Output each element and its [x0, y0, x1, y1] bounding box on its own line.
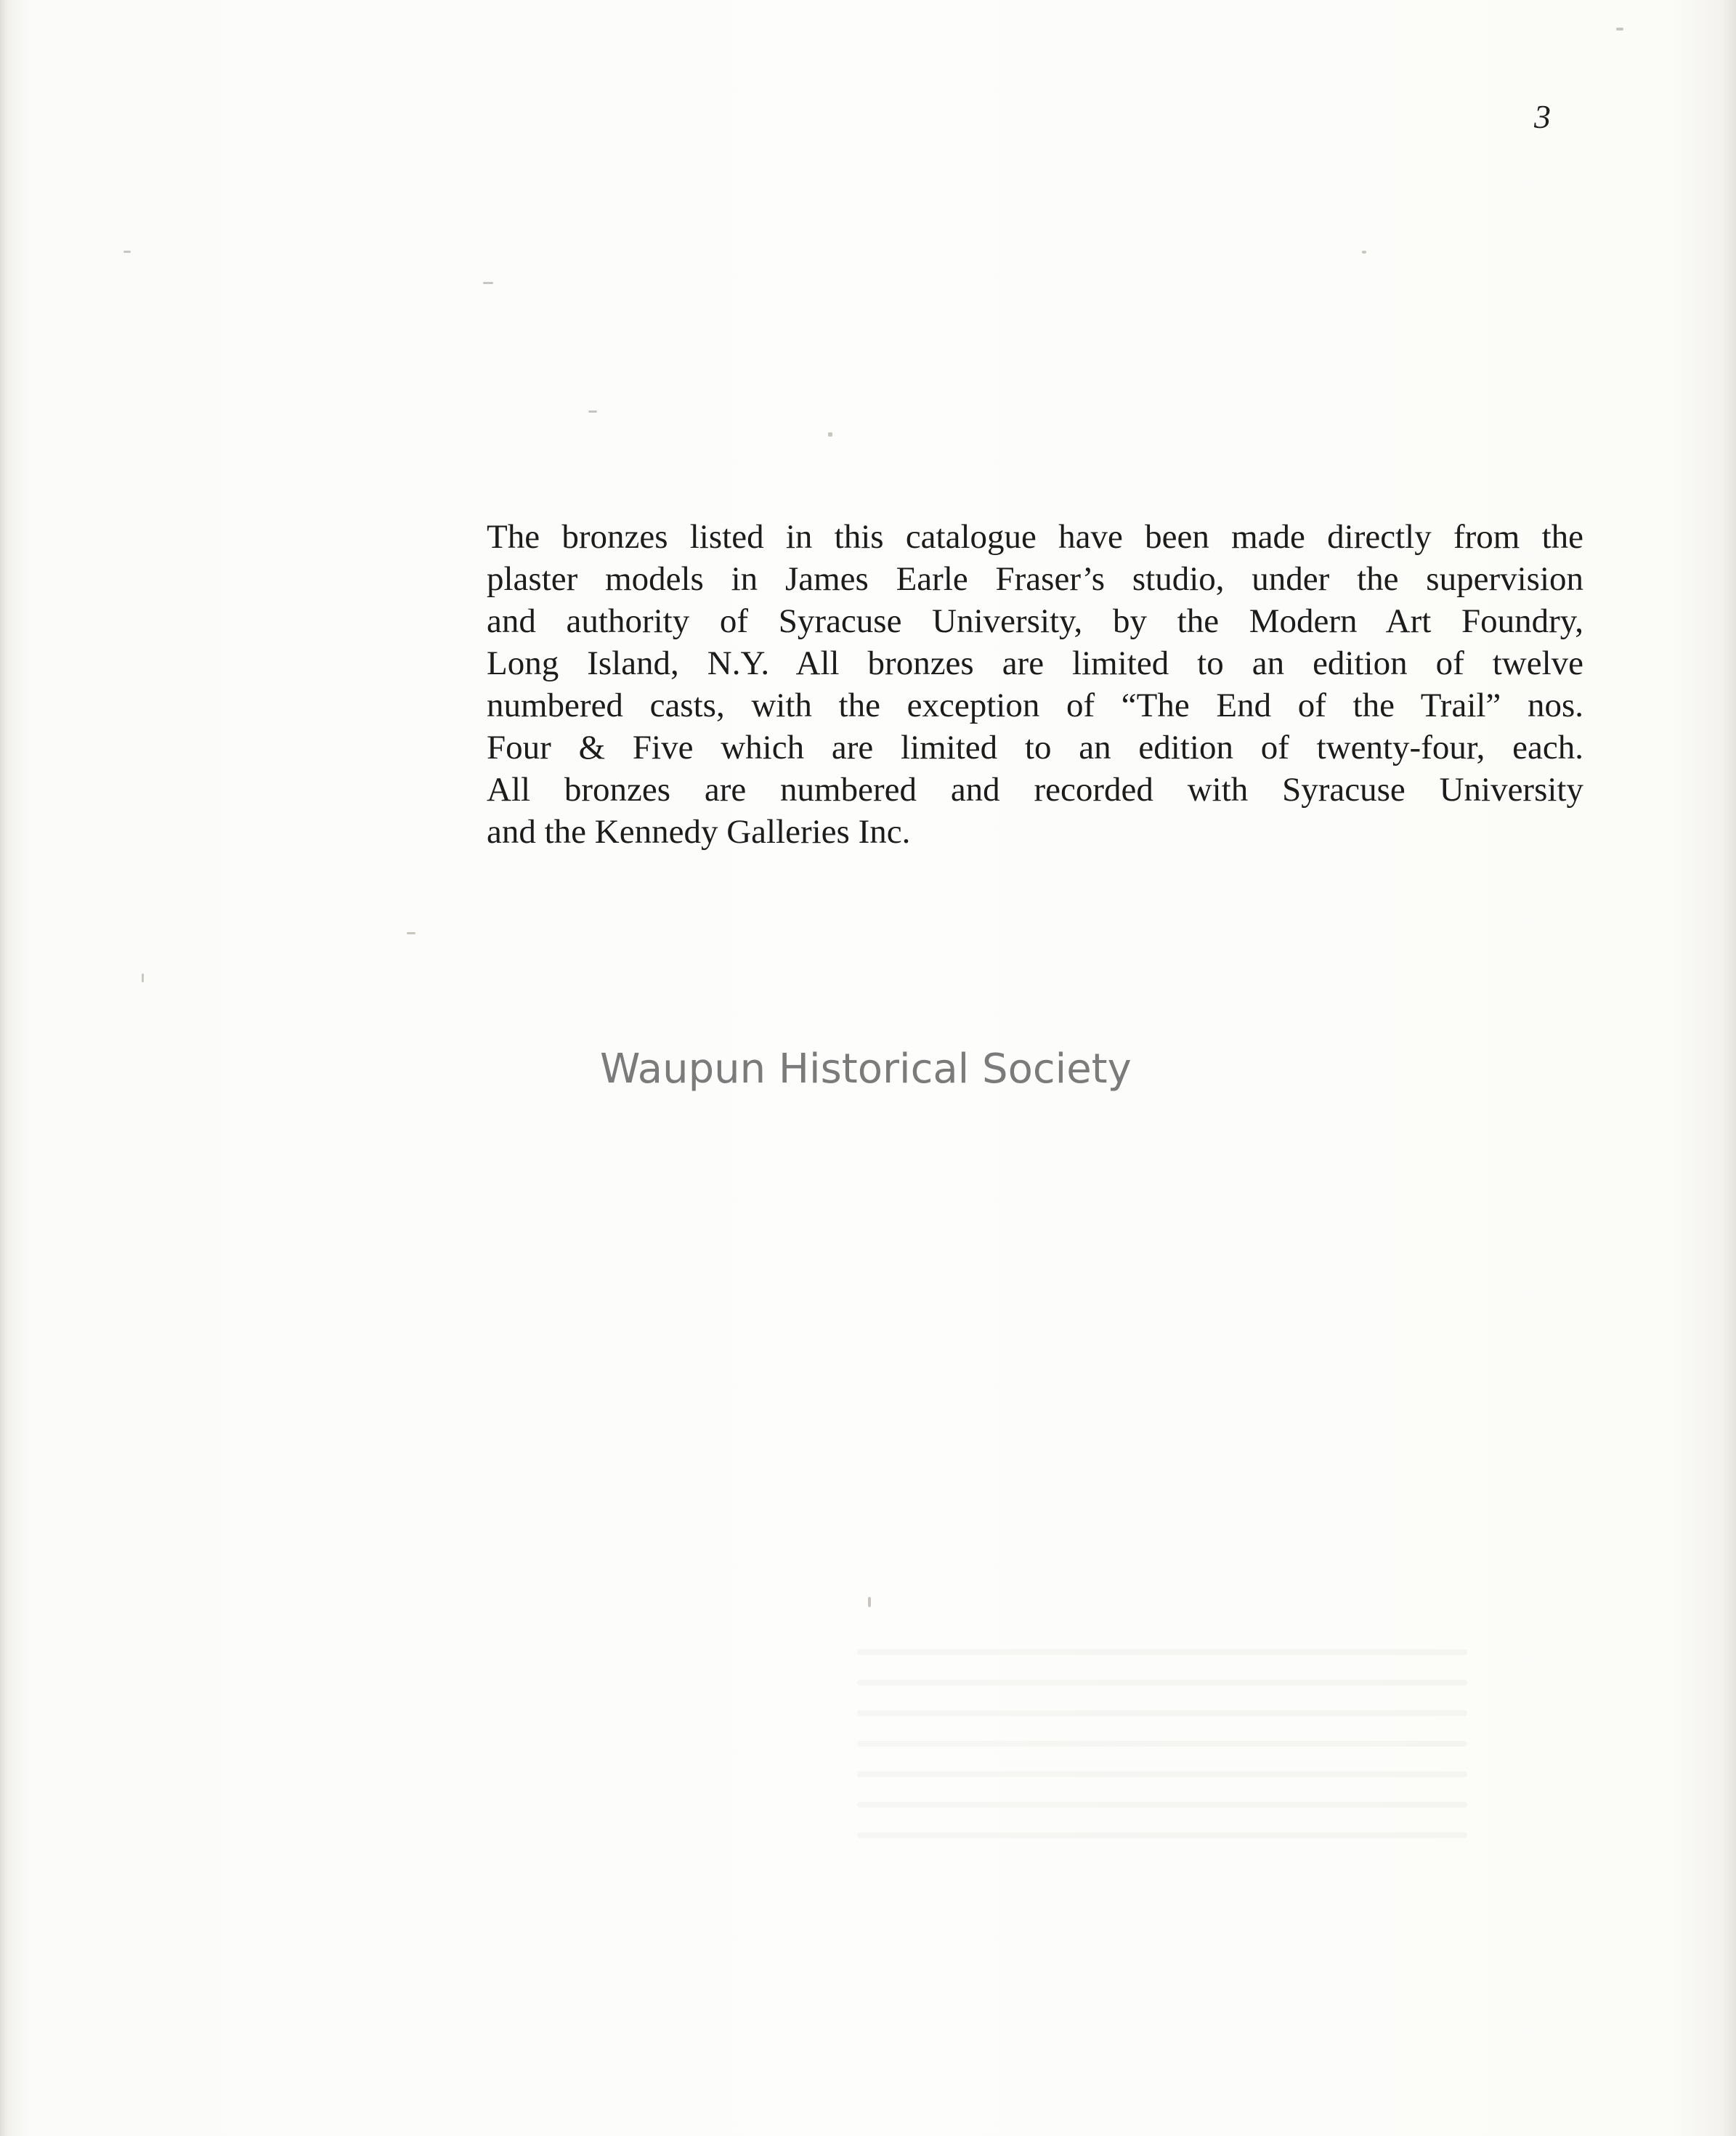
show-through-text — [857, 1649, 1467, 1863]
paper-speck — [828, 432, 832, 437]
paragraph-line: Four & Five which are limited to an edition of twenty-four, each. — [487, 729, 1583, 766]
catalogue-note-paragraph — [487, 516, 1583, 853]
paragraph-line: Long Island, N.Y. All bronzes are limited to an edition of twelve — [487, 644, 1583, 682]
paper-speck — [1362, 251, 1366, 254]
page-right-edge-shadow — [1723, 0, 1736, 2136]
paper-speck — [588, 410, 597, 413]
paragraph-line: plaster models in James Earle Fraser’s studio, under the supervision — [487, 560, 1583, 598]
paragraph-line: and authority of Syracuse University, by the Modern Art Foundry, — [487, 602, 1583, 640]
paper-speck — [868, 1597, 871, 1607]
paper-speck — [123, 251, 131, 253]
watermark: Waupun Historical Society — [600, 1045, 1132, 1093]
paragraph-line: The bronzes listed in this catalogue have been made directly from the — [487, 518, 1583, 556]
paragraph-line: and the Kennedy Galleries Inc. — [487, 813, 911, 851]
paper-speck — [483, 282, 493, 284]
page-number: 3 — [1534, 98, 1551, 135]
paragraph-line: All bronzes are numbered and recorded with Syracuse University — [487, 771, 1583, 809]
page-left-edge-shadow — [0, 0, 7, 2136]
paragraph-line: numbered casts, with the exception of “The End of the Trail” nos. — [487, 687, 1583, 724]
paper-speck — [407, 932, 415, 934]
paper-speck — [142, 974, 144, 982]
paper-speck — [1616, 28, 1623, 31]
